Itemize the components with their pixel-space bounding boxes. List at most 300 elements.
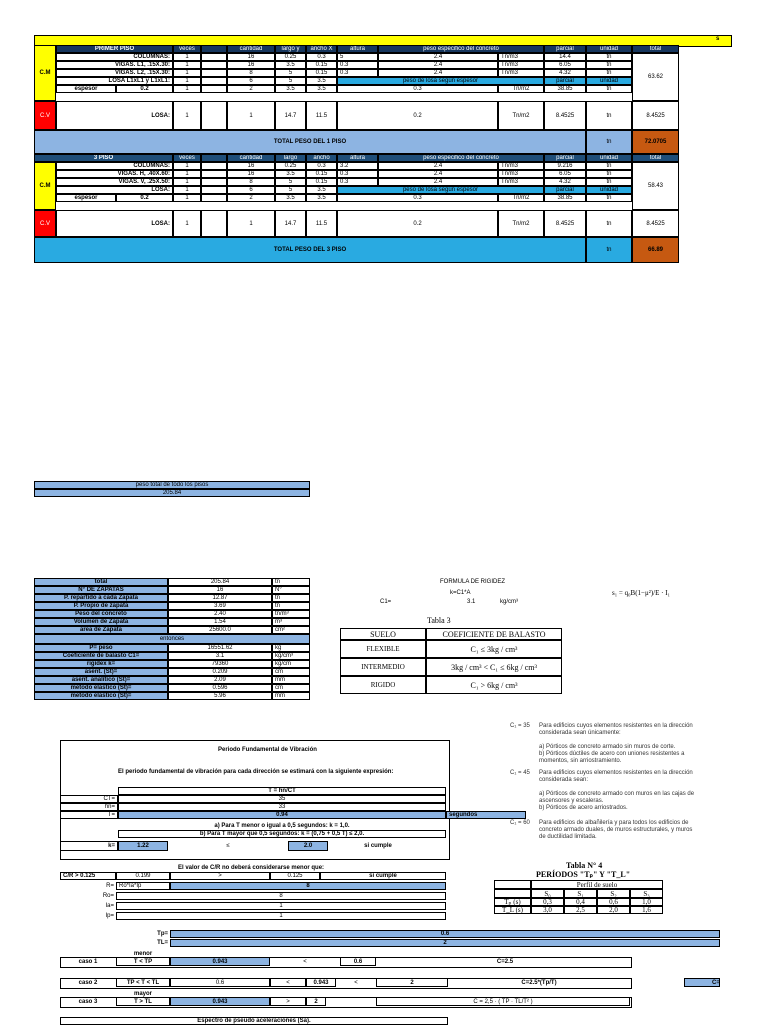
ct-note-key: C₁ = 60 [510,820,530,826]
piso1-espesor-veces: 1 [173,85,201,93]
zapata-row2-val: 0.209 [168,668,272,676]
piso1-espesor-label: espesor [56,85,116,93]
piso1-total-val: 72.0705 [632,130,679,154]
ct-note-key: C₁ = 35 [510,723,530,729]
piso3-row-unidad: tn [586,170,632,178]
periodo-hn-label: hn= [60,803,118,811]
piso1-cv-total: 8.4525 [632,101,679,130]
zapata-row-label: Volumen de Zapata [34,618,168,626]
piso1-cv-veces: 1 [173,101,201,130]
cr-ia-val: 1 [116,902,446,910]
caso2-t: 0.943 [306,978,336,987]
ct-note-line: considerada sean únicamente: [539,730,621,736]
zapata-row-unit: tn/m³ [272,610,310,618]
piso1-espesor-ancho: 3.5 [306,85,337,93]
piso3-row-cant: 8 [227,178,275,186]
piso3-row-pe: 2.4 [378,162,498,170]
piso3-cm-total: 58.43 [632,162,679,210]
piso1-cv-label: C.V [34,101,56,130]
piso1-h-altura: altura [337,45,378,53]
piso1-espesor-val: 0.2 [116,85,173,93]
piso3-cm-label: C.M [34,162,56,210]
piso3-row-ancho: 0.3 [306,162,337,170]
piso1-row-largo: 0.25 [275,53,306,61]
piso3-title: 3 PISO [34,154,173,162]
zapata-row2-val: 2.09 [168,676,272,684]
piso3-row-ancho: 0.15 [306,178,337,186]
ct-note-line: Para edificios cuyos elementos resistentes en la dirección [539,770,693,776]
caso2-res: C=2.5*(Tp/T) [521,979,557,986]
caso3-lim: 2 [306,997,326,1006]
zapata-row2-unit: cm [272,668,310,676]
caso2-op1: < [270,978,306,987]
caso1-cond: T < TP [116,957,170,966]
piso1-row-pe: 2.4 [378,61,498,69]
piso1-cv-cant: 1 [227,101,275,130]
piso1-cv-blank [201,101,227,130]
cr-ro-val: 8 [116,892,446,900]
rigidez-c1-label: C1= [380,599,392,605]
piso1-row-alt: 0.3 [337,61,378,69]
zapata-row-label: P. repartido a cada Zapata [34,594,168,602]
piso3-h-parcial: parcial [544,154,586,162]
tabla4-h: S₀ [531,889,564,898]
caso1-lim: 0.6 [340,957,376,966]
piso3-row-u1: Tn/m3 [498,178,544,186]
piso1-espesor-parcial: 38.85 [544,85,586,93]
caso3-op: > [270,997,306,1006]
peso-total-value: 205.84 [34,489,310,497]
ct-note-line: a) Pórticos de concreto armado con muros en las cajas de [539,791,695,797]
caso2-label: caso 2 [78,979,98,986]
piso3-espesor-unidad: tn [586,194,632,202]
rigidez-title: FORMULA DE RIGIDEZ [440,579,506,585]
piso3-total-label: TOTAL PESO DEL 3 PISO [34,237,586,263]
piso3-losa-label: LOSA: [56,186,173,194]
piso1-row-label: VIGAS. L1, .15X.30: [56,61,173,69]
piso1-losa-cant: 6 [227,77,275,85]
caso2-cond: TP < T < TL [116,978,170,987]
piso1-h-unidad: unidad [586,45,632,53]
piso1-row-u1: Tn/m3 [498,53,544,61]
tabla3-row-suelo: RIGIDO [340,676,426,694]
tabla4-h: S₃ [630,889,663,898]
cr-ip-val: 1 [116,912,446,920]
rigidez-formula: k=C1*A [450,590,471,596]
piso1-h-blank [201,45,227,53]
periodo-cond-a: a) Para T menor o igual a 0,5 segundos: k = 1,0. [214,823,350,829]
periodo-cond-b: b) Para T mayor que 0,5 segundos: k = (0,75 + 0,5 T) ≤ 2,0. [118,830,446,838]
cr-r-val: 8 [170,882,446,890]
ct-note-line: ascensores y escaleras. [539,798,604,804]
zapata-row2-unit: kg/cm [272,660,310,668]
piso1-row-largo: 5 [275,69,306,77]
ct-note-key: C₁ = 45 [510,770,530,776]
piso1-cv-parcial: 8.4525 [544,101,586,130]
piso3-espesor-largo: 3.5 [275,194,306,202]
tabla4-h: S₂ [597,889,630,898]
tabla4-subtitle: PERÍODOS "Tₚ" Y "T_L" [536,870,631,879]
piso3-espesor-veces: 1 [173,194,201,202]
cr-title: El valor de C/R no deberá considerarse menor que: [178,865,325,871]
ct-note-line: Para edificios de albañilería y para todos los edificios de [539,820,689,826]
piso1-losa-largo: 5 [275,77,306,85]
zapata-row-val: 2.40 [168,610,272,618]
caso3-res: C = 2,5 · ( TP · TL/T² ) [376,997,630,1006]
piso1-row-ancho: 0.3 [306,53,337,61]
piso1-h-parcial: parcial [544,45,586,53]
piso3-h-altura: altura [337,154,378,162]
top-bar-corner: s [716,36,720,42]
zapata-row2-label: asent. analitico (St)= [34,676,168,684]
ct-note-line: b) Pórticos dúctiles de acero con uniones resistentes a [539,751,685,757]
piso3-losa-veces: 1 [173,186,201,194]
zapata-row-unit: N° [272,586,310,594]
piso1-h-pe: peso especifico del concreto [378,45,544,53]
piso1-espesor-unidad: tn [586,85,632,93]
rigidez-c1-val: 3.1 [467,599,476,605]
espectro-title: Espectro de pseudo aceleraciones (Sa). [60,1017,448,1025]
piso1-row-cant: 8 [227,69,275,77]
piso1-cv-ancho: 11.5 [306,101,337,130]
zapata-row-val: 16 [168,586,272,594]
tabla4-cell: 1,0 [630,898,663,906]
piso1-row-blank [201,69,227,77]
piso1-row-pe: 2.4 [378,69,498,77]
piso3-row-unidad: tn [586,178,632,186]
piso3-losa-pe-label: peso de losa según espesor [337,186,544,194]
zapata-row-val: 3.69 [168,602,272,610]
cr-op: > [170,872,270,880]
piso1-cv-pe: 0.2 [337,101,498,130]
piso3-row-u1: Tn/m3 [498,162,544,170]
tabla4-cell: 0,3 [531,898,564,906]
piso3-row-parcial: 9.216 [544,162,586,170]
rigidez-formula2: s₁ = q₀B(1−μ²)/E · I₁ [612,589,671,597]
periodo-k-res: si cumple [364,843,392,849]
piso3-losa-cant: 6 [227,186,275,194]
piso1-row-veces: 1 [173,61,201,69]
zapata-row2-unit: kg/cm³ [272,652,310,660]
periodo-k-val: 1.22 [118,841,168,851]
piso1-cv-largo: 14.7 [275,101,306,130]
caso3-t: 0.943 [170,997,270,1006]
caso2-tl: 2 [376,978,448,987]
piso1-row-ancho: 0.15 [306,69,337,77]
piso3-h-unidad: unidad [586,154,632,162]
piso3-espesor-ancho: 3.5 [306,194,337,202]
piso1-row-label: COLUMNAS: [56,53,173,61]
piso1-h-cant: cantidad [227,45,275,53]
periodo-k-lim: 2.0 [288,841,328,851]
piso3-cv-label: C.V [34,210,56,237]
piso3-row-blank [201,162,227,170]
caso1-label: caso 1 [78,958,98,965]
piso1-espesor-cant: 2 [227,85,275,93]
zapata-row-val: 205.84 [168,578,272,586]
tabla4-cell: 3,0 [531,906,564,914]
periodo-ct-val: 35 [118,795,446,803]
piso3-row-largo: 5 [275,178,306,186]
piso1-row-pe: 2.4 [378,53,498,61]
piso1-cm-total: 63.62 [632,53,679,101]
zapata-row-unit: cm² [272,626,310,634]
ct-note-line: de ductilidad limitada. [539,834,597,840]
piso1-h-ancho: ancho X [306,45,337,53]
piso1-row-u1: Tn/m3 [498,69,544,77]
zapata-row2-val: 0.596 [168,684,272,692]
piso1-cm-label: C.M [34,45,56,101]
piso3-cv-largo: 14.7 [275,210,306,237]
piso3-row-cant: 16 [227,162,275,170]
piso3-row-largo: 0.25 [275,162,306,170]
zapata-row2-val: 3.1 [168,652,272,660]
periodo-k-label: k= [60,841,118,851]
piso1-row-cant: 16 [227,53,275,61]
piso3-cv-cant: 1 [227,210,275,237]
tabla3-row-coef: C₁ ≤ 3kg / cm³ [426,640,562,658]
cr-ip-label: Ip= [105,913,114,919]
piso3-row-label: VIGAS. H, .40X.60: [56,170,173,178]
piso1-total-label: TOTAL PESO DEL 1 PISO [34,130,586,154]
cr-lim: 0.125 [270,872,320,880]
tabla3-row-coef: C₁ > 6kg / cm³ [426,676,562,694]
piso3-h-largo: largo [275,154,306,162]
piso1-h-largo: largo y [275,45,306,53]
piso1-row-parcial: 14.4 [544,53,586,61]
piso3-cv-row-label: LOSA: [56,210,173,237]
piso1-espesor-pe: 0.3 [337,85,498,93]
piso1-cv-row-label: LOSA: [56,101,173,130]
piso1-espesor-u1: Tn/m2 [498,85,544,93]
zapata-row2-label: P= peso [34,644,168,652]
peso-total-label: peso total de todo los pisos [34,481,310,489]
tabla4-h [494,889,531,898]
tabla3-row-suelo: INTERMEDIO [340,658,426,676]
ct-note-line: concreto armado duales, de muros estructurales, y muros [539,827,693,833]
piso3-total-val: 66.89 [632,237,679,263]
cr-label: C/R > 0.125 [60,872,116,880]
cr-ro-label: Ro= [102,893,114,899]
tabla4-cell: 0,6 [597,898,630,906]
piso3-row-alt: 0.3 [337,170,378,178]
piso3-cv-pe: 0.2 [337,210,498,237]
piso3-row-alt: 0.3 [337,178,378,186]
zapata-row-val: 25600.0 [168,626,272,634]
zapata-row2-val: 5.96 [168,692,272,700]
piso3-cv-blank [201,210,227,237]
zapata-row-unit: tn [272,602,310,610]
piso1-row-unidad: tn [586,53,632,61]
piso3-row-cant: 16 [227,170,275,178]
tabla3-h-suelo: SUELO [340,628,426,640]
tabla4-cell: 0,4 [564,898,597,906]
ct-note-line: a) Pórticos de concreto armado sin muros de corte. [539,744,676,750]
tabla3-h-coef: COEFICIENTE DE BALASTO [426,628,562,640]
piso3-row-veces: 1 [173,178,201,186]
cr-r-formula: Ro*Ia*Ip [116,882,170,890]
tp-label: Tp= [157,931,168,937]
zapata-row2-val: 16551.62 [168,644,272,652]
zapata-row2-label: Coeficiente de balasto C1= [34,652,168,660]
piso3-h-total: total [632,154,679,162]
rigidez-c1-unit: kg/cm³ [500,599,518,605]
piso1-row-cant: 16 [227,61,275,69]
zapata-row-unit: tn [272,594,310,602]
piso1-row-u1: Tn/m3 [498,61,544,69]
piso3-row-pe: 2.4 [378,178,498,186]
piso1-losa-pe-label: peso de losa según espesor [337,77,544,85]
cr-res: si cumple [320,872,446,880]
zapata-entonces: entonces [34,634,310,644]
piso3-h-blank [201,154,227,162]
piso3-cv-unidad: tn [586,210,632,237]
cr-val: 0.199 [116,872,170,880]
piso1-row-blank [201,61,227,69]
piso3-cv-parcial: 8.4525 [544,210,586,237]
zapata-row-val: 12.87 [168,594,272,602]
caso3-cond: T > TL [116,997,170,1006]
piso3-row-blank [201,170,227,178]
zapata-row2-unit: mm [272,692,310,700]
tabla3-title: Tabla 3 [427,616,451,625]
periodo-title: Periodo Fundamental de Vibración [218,747,317,753]
caso1-t: 0.943 [170,957,270,966]
piso3-row-label: VIGAS. V, .25X.50: [56,178,173,186]
piso1-row-veces: 1 [173,69,201,77]
piso1-row-blank [201,53,227,61]
piso3-losa-parcial-label: parcial [544,186,586,194]
piso3-losa-unidad-label: unidad [586,186,632,194]
tabla4-title: Tabla N° 4 [566,861,603,870]
zapata-row-label: P. Propio de zapata [34,602,168,610]
piso1-row-largo: 3.5 [275,61,306,69]
piso1-row-alt: 0.3 [337,69,378,77]
piso1-losa-parcial-label: parcial [544,77,586,85]
zapata-row-label: area de Zapata [34,626,168,634]
piso3-row-unidad: tn [586,162,632,170]
zapata-row-val: 1.54 [168,618,272,626]
piso3-h-pe: peso especifico del concreto [378,154,544,162]
piso3-row-ancho: 0.15 [306,170,337,178]
piso3-row-alt: 3.2 [337,162,378,170]
piso3-espesor-u1: Tn/m2 [498,194,544,202]
piso3-cv-u1: Tn/m2 [498,210,544,237]
periodo-t-unit: segundos [446,811,526,819]
caso2-tp: 0.6 [170,978,270,987]
tabla4-h: S₁ [564,889,597,898]
periodo-t-val: 0.94 [118,811,446,819]
piso3-row-veces: 1 [173,170,201,178]
ct-note-line: considerada sean: [539,777,589,783]
zapata-row2-unit: cm [272,684,310,692]
zapata-row-label: Peso del concreto [34,610,168,618]
tabla4-cell: 2,5 [564,906,597,914]
tabla4-cell: T_L (s) [494,906,531,914]
zapata-row-unit: m³ [272,618,310,626]
piso1-losa-label: LOSA L1xL1 y L1xL1: [56,77,173,85]
zapata-row-label: total [34,578,168,586]
piso1-h-veces: veces [173,45,201,53]
piso3-row-label: COLUMNAS: [56,162,173,170]
piso3-cv-total: 8.4525 [632,210,679,237]
tabla4-cell: 1,6 [630,906,663,914]
zapata-row2-unit: mm [272,676,310,684]
piso3-losa-ancho: 3.5 [306,186,337,194]
piso1-row-label: VIGAS. L2, .15X.30: [56,69,173,77]
piso3-cv-ancho: 11.5 [306,210,337,237]
piso1-row-unidad: tn [586,61,632,69]
caso1-res: C=2.5 [496,958,514,965]
tabla3-row-suelo: FLEXIBLE [340,640,426,658]
periodo-hn-val: 33 [118,803,446,811]
zapata-row2-label: metodo elastico (St)= [34,692,168,700]
zapata-row2-val: 79360 [168,660,272,668]
piso1-row-veces: 1 [173,53,201,61]
tl-label: TL= [157,940,168,946]
tabla4-group: Perfil de suelo [531,880,663,889]
caso2-op2: < [354,979,358,986]
piso3-espesor-parcial: 38.85 [544,194,586,202]
tabla4-cell: Tₚ (s) [494,898,531,906]
ct-note-line: Para edificios cuyos elementos resistentes en la dirección [539,723,693,729]
piso1-total-unit: tn [586,130,632,154]
casos-mayor: mayor [133,990,152,997]
zapata-row2-label: asent. (St)= [34,668,168,676]
piso3-losa-largo: 5 [275,186,306,194]
tl-val: 2 [170,939,720,947]
piso3-espesor-val: 0.2 [116,194,173,202]
cr-r-label: R= [106,883,114,889]
piso1-losa-veces: 1 [173,77,201,85]
caso2-edge: C= [712,980,720,986]
tp-val: 0.6 [170,930,720,938]
piso3-row-parcial: 6.05 [544,170,586,178]
piso3-espesor-label: espesor [56,194,116,202]
piso3-cv-veces: 1 [173,210,201,237]
piso1-row-unidad: tn [586,69,632,77]
piso3-row-largo: 3.5 [275,170,306,178]
piso1-losa-blank [201,77,227,85]
periodo-t-label: T= [60,811,118,819]
piso1-title: PRIMER PISO [56,45,173,53]
zapata-row2-label: metodo elastico (St)= [34,684,168,692]
casos-menor: menor [133,950,153,957]
piso3-row-u1: Tn/m3 [498,170,544,178]
piso1-losa-unidad-label: unidad [586,77,632,85]
periodo-k-op: ≤ [226,843,230,849]
piso3-h-cant: cantidad [227,154,275,162]
piso1-h-total: total [632,45,679,53]
zapata-row-unit: tn [272,578,310,586]
piso1-espesor-blank [201,85,227,93]
zapata-row-label: N° DE ZAPATAS [34,586,168,594]
piso3-row-veces: 1 [173,162,201,170]
zapata-row2-label: rigidex k= [34,660,168,668]
piso1-espesor-largo: 3.5 [275,85,306,93]
tabla4-corner [494,880,531,889]
piso3-espesor-blank [201,194,227,202]
piso3-row-blank [201,178,227,186]
caso3-label: caso 3 [78,998,98,1005]
periodo-formula: T = hn/CT [118,787,446,795]
piso3-espesor-cant: 2 [227,194,275,202]
piso1-cv-unidad: tn [586,101,632,130]
piso3-row-pe: 2.4 [378,170,498,178]
piso3-h-veces: veces [173,154,201,162]
zapata-row2-unit: kg [272,644,310,652]
piso1-row-alt: 5 [337,53,378,61]
